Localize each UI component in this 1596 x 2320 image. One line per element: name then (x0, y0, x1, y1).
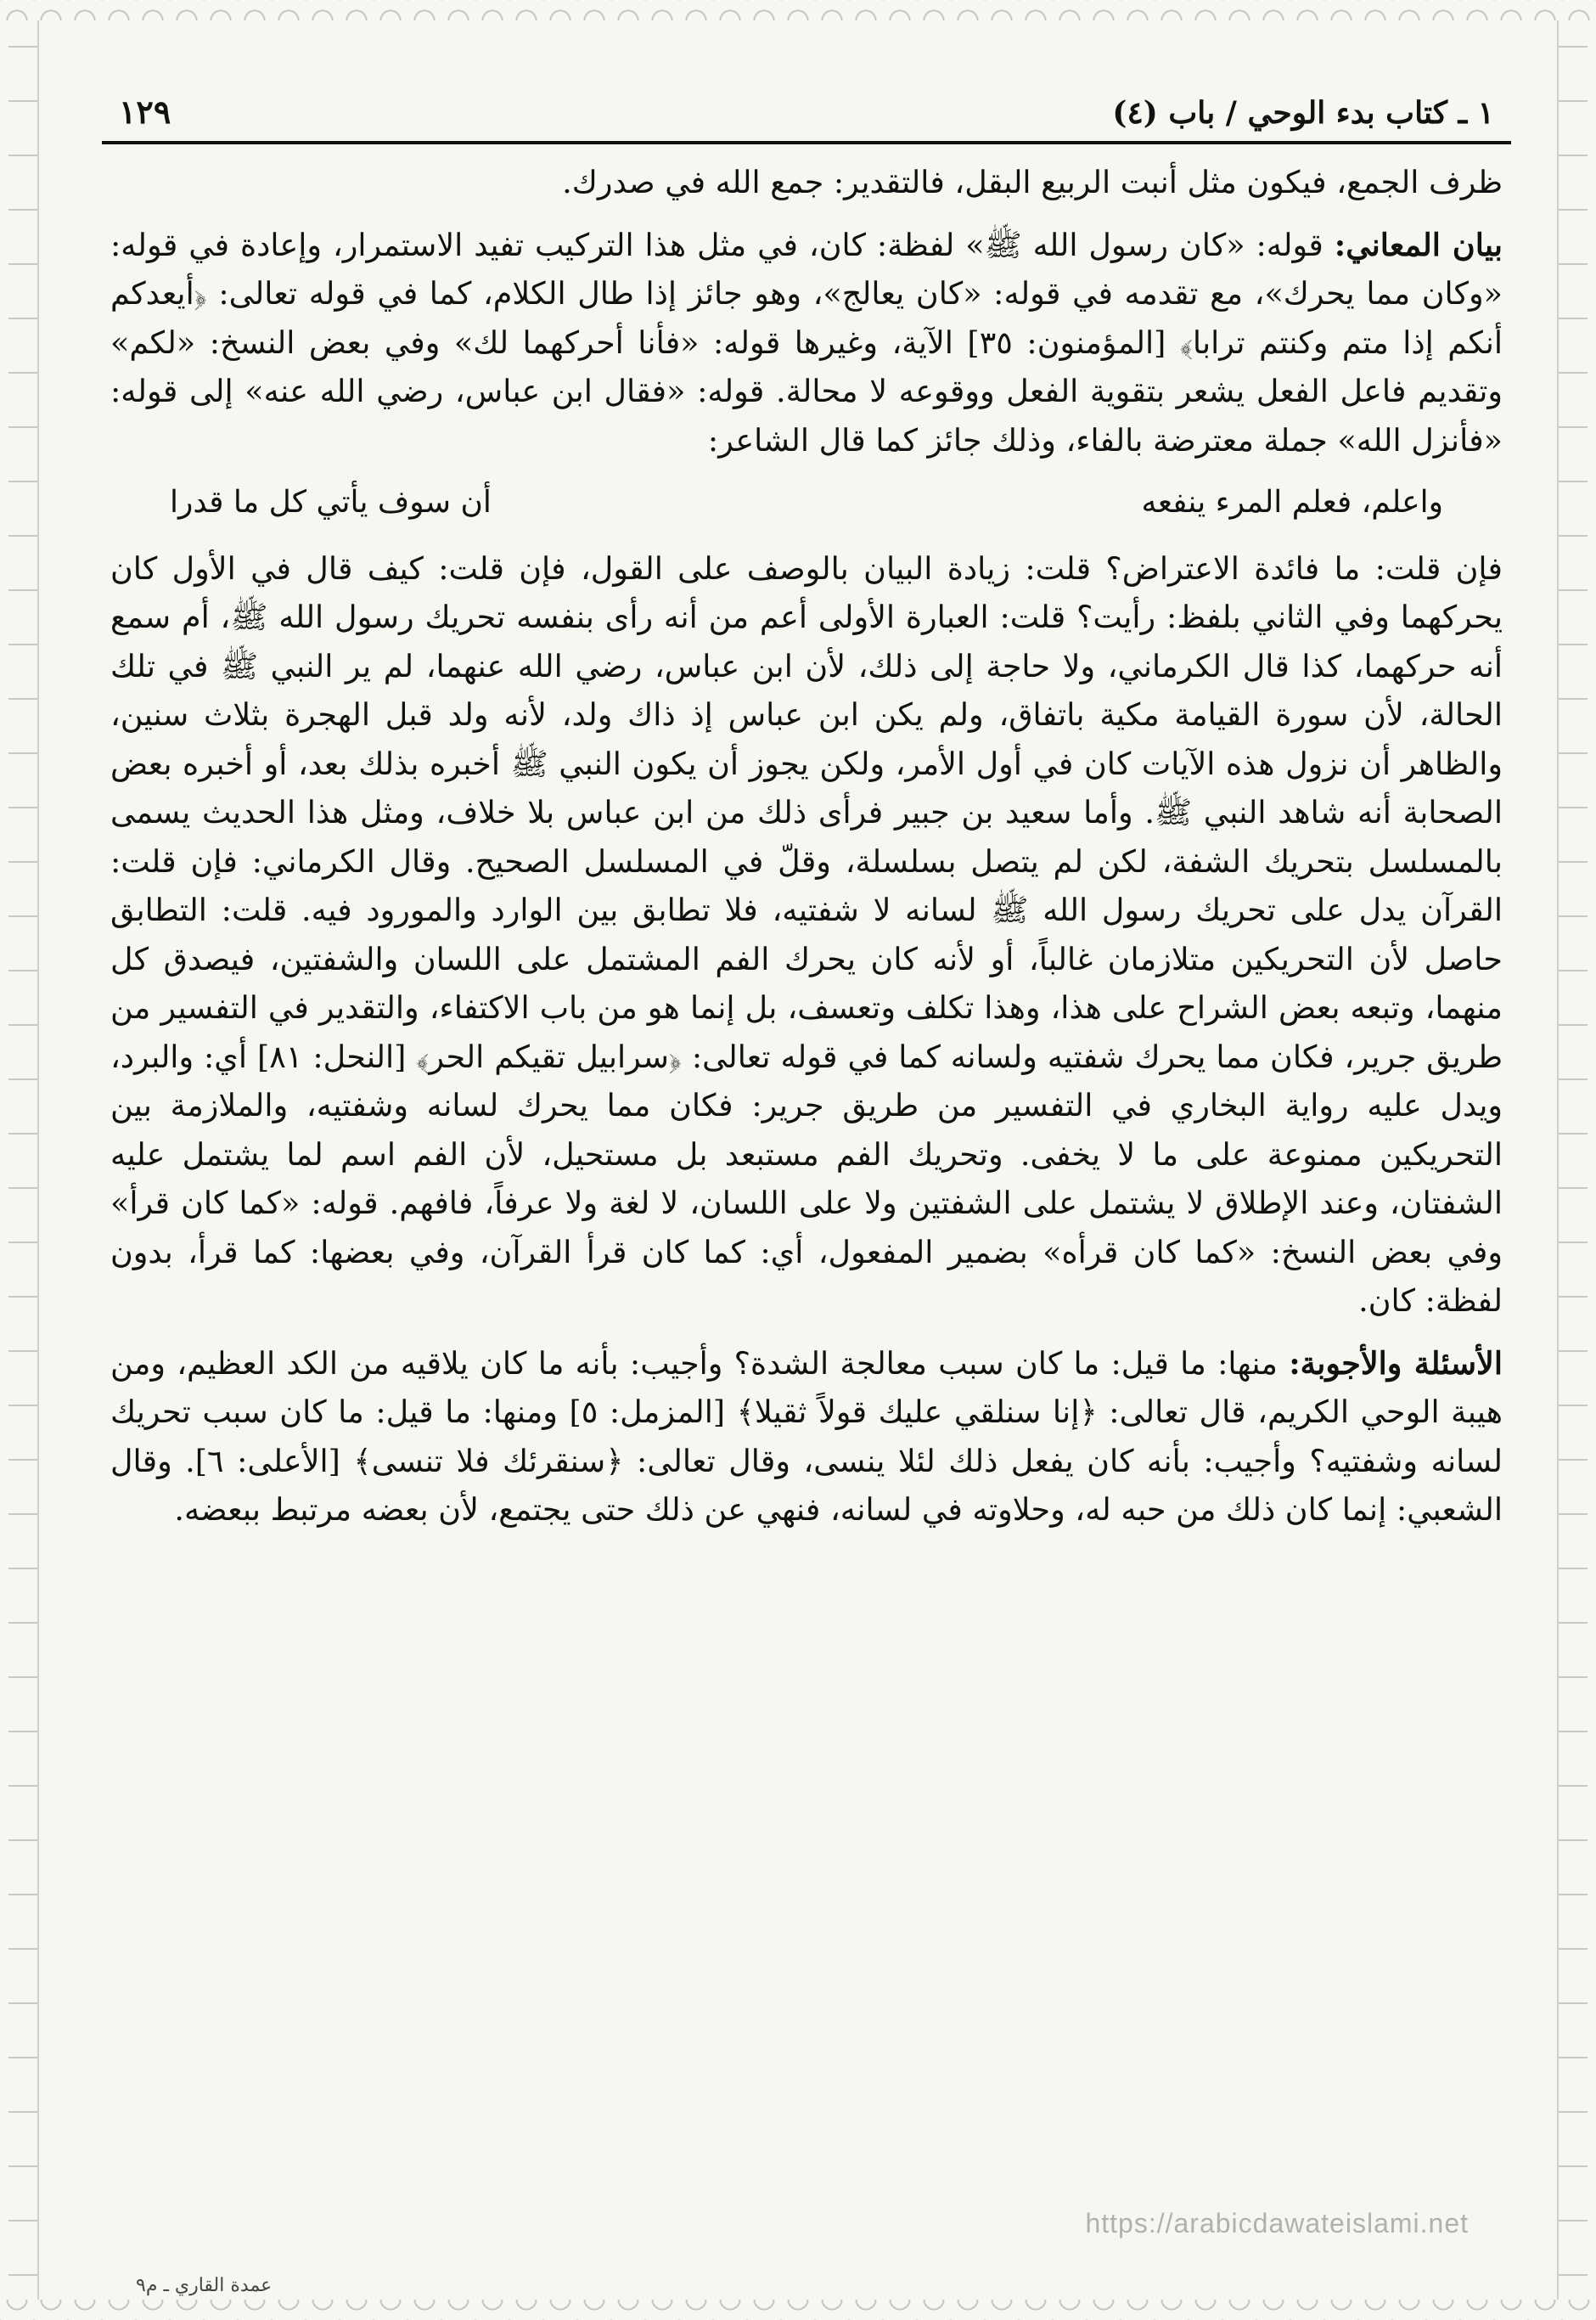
paragraph-4 (110, 1339, 1503, 1534)
verse-second-hemistich: أن سوف يأتي كل ما قدرا (170, 485, 492, 520)
paragraph-3-text: فإن قلت: ما فائدة الاعتراض؟ قلت: زيادة البيان بالوصف على القول، فإن قلت: كيف قال في الأول كان يحركهما وفي الثاني بلفظ: رأيت؟ قلت: العبارة الأولى أعم من أنه رأى بنفسه تحريك رسول الله ﷺ، أم سمع أنه حركهما، كذا قال الكرماني، ولا حاجة إلى ذلك، لأن ابن عباس، رضي الله عنهما، لم ير النبي ﷺ في تلك الحالة، لأن سورة القيامة مكية باتفاق، ولم يكن ابن عباس إذ ذاك ولد، لأنه ولد قبل الهجرة بثلاث سنين، والظاهر أن نزول هذه الآيات كان في أول الأمر، ولكن يجوز أن يكون النبي ﷺ أخبره بذلك بعد، أو أخبره بعض الصحابة أنه شاهد النبي ﷺ. وأما سعيد بن جبير فرأى ذلك من ابن عباس بلا خلاف، ومثل هذا الحديث يسمى بالمسلسل بتحريك الشفة، لكن لم يتصل بسلسلة، وقلّ في المسلسل الصحيح. وقال الكرماني: فإن قلت: القرآن يدل على تحريك رسول الله ﷺ لسانه لا شفتيه، فلا تطابق بين الوارد والمورود فيه. قلت: التطابق حاصل لأن التحريكين متلازمان غالباً، أو لأنه كان يحرك الفم المشتمل على اللسان والشفتين، فيصدق كل منهما، وتبعه بعض الشراح على هذا، وهذا تكلف وتعسف، بل إنما هو من باب الاكتفاء، والتقدير في التفسير من طريق جرير، فكان مما يحرك شفتيه ولسانه كما في قوله تعالى: ﴿سرابيل تقيكم الحر﴾ [النحل: ٨١] أي: والبرد، ويدل عليه رواية البخاري في التفسير من طريق جرير: فكان مما يحرك لسانه وشفتيه، والملازمة بين التحريكين ممنوعة على ما لا يخفى. وتحريك الفم مستبعد بل مستحيل، لأن الفم اسم لما يشتمل عليه الشفتان، وعند الإطلاق لا يشتمل على الشفتين ولا على اللسان، لا لغة ولا عرفاً، فافهم. قوله: «كما كان قرأ» وفي بعض النسخ: «كما كان قرأه» بضمير المفعول، أي: كما كان قرأ القرآن، وفي بعضها: كما قرأ، بدون لفظة: كان. (110, 549, 1503, 1319)
paragraph-1-text: ظرف الجمع، فيكون مثل أنبت الربيع البقل، فالتقدير: جمع الله في صدرك. (562, 164, 1503, 200)
section-heading-questions: الأسئلة والأجوبة: (1289, 1344, 1503, 1382)
book-page (102, 59, 1511, 2233)
ornamental-border-right (1557, 20, 1588, 2300)
paragraph-3 (110, 544, 1503, 1326)
page-number: ١٢٩ (119, 93, 171, 131)
section-heading-meanings: بيان المعاني: (1334, 226, 1503, 263)
ornamental-border-bottom (0, 2300, 1596, 2320)
paragraph-4-text: منها: ما قيل: ما كان سبب معالجة الشدة؟ وأجيب: بأنه ما كان يلاقيه من الكد العظيم، ومن هيبة الوحي الكريم، قال تعالى: ﴿إنا سنلقي عليك قولاً ثقيلا﴾ [المزمل: ٥] ومنها: ما قيل: ما كان سبب تحريك لسانه وشفتيه؟ وأجيب: بأنه كان يفعل ذلك لئلا ينسى، وقال تعالى: ﴿سنقرئك فلا تنسى﴾ [الأعلى: ٦]. وقال الشعبي: إنما كان ذلك من حبه له، وحلاوته في لسانه، فنهي عن ذلك حتى يجتمع، لأن بعضه مرتبط ببعضه. (110, 1344, 1503, 1528)
paragraph-2-text: قوله: «كان رسول الله ﷺ» لفظة: كان، في مثل هذا التركيب تفيد الاستمرار، وإعادة في قوله: «وكان مما يحرك»، مع تقدمه في قوله: «كان يعالج»، وهو جائز إذا طال الكلام، كما في قوله تعالى: ﴿أيعدكم أنكم إذا متم وكنتم ترابا﴾ [المؤمنون: ٣٥] الآية، وغيرها قوله: «فأنا أحركهما لك» وفي بعض النسخ: «لكم» وتقديم فاعل الفعل يشعر بتقوية الفعل ووقوعه لا محالة. قوله: «فقال ابن عباس، رضي الله عنه» إلى قوله: «فأنزل الله» جملة معترضة بالفاء، وذلك جائز كما قال الشاعر: (110, 226, 1503, 459)
footer-signature: عمدة القاري ـ م٩ (136, 2275, 273, 2296)
paragraph-2 (110, 221, 1503, 465)
ornamental-border-left (8, 20, 39, 2300)
watermark-url: https://arabicdawateislami.net (1085, 2208, 1469, 2238)
verse-first-hemistich: واعلم، فعلم المرء ينفعه (1141, 485, 1443, 520)
paragraph-1 (110, 158, 1503, 207)
running-title: ١ ـ كتاب بدء الوحي / باب (٤) (1112, 95, 1494, 131)
page-body (102, 144, 1511, 1534)
poetry-verse (110, 478, 1503, 527)
ornamental-border-top (0, 0, 1596, 20)
page-header (102, 59, 1511, 144)
